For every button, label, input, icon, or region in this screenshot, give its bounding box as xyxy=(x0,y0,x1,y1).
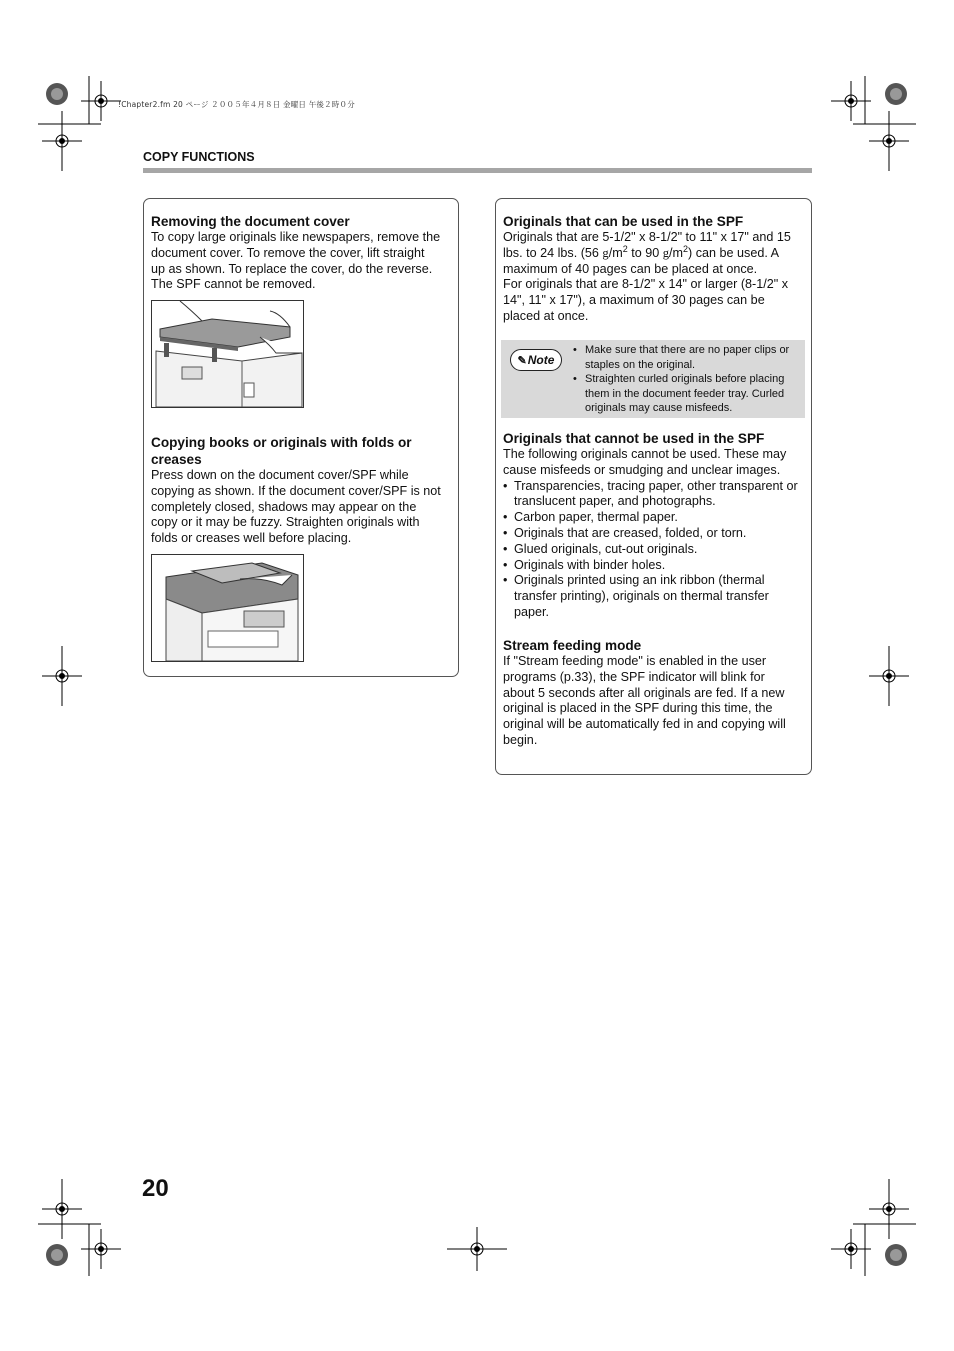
can-use-section xyxy=(503,213,808,325)
note-list xyxy=(573,343,803,416)
cannot-use-list xyxy=(503,479,811,621)
removing-cover-heading: Removing the document cover xyxy=(151,214,350,229)
list-item: • Glued originals, cut-out originals. xyxy=(503,542,811,558)
copying-books-heading: Copying books or originals with folds or creases xyxy=(151,435,412,467)
note-item: • Make sure that there are no paper clips or staples on the original. xyxy=(573,343,803,372)
copying-books-body: Press down on the document cover/SPF while copying as shown. If the document cover/SPF is not completely closed, shadows may appear on the copy or it may be fuzzy. Straighten originals with folds or creases well before placing. xyxy=(151,468,441,546)
cannot-use-section xyxy=(503,430,811,621)
remove-cover-illustration xyxy=(151,300,304,408)
stream-feeding-heading: Stream feeding mode xyxy=(503,638,642,653)
note-item: • Straighten curled originals before placing them in the document feeder tray. Curled originals may cause misfeeds. xyxy=(573,372,803,416)
stream-feeding-section xyxy=(503,637,808,749)
page-number: 20 xyxy=(142,1175,169,1202)
note-box xyxy=(501,340,805,418)
removing-cover-section xyxy=(151,213,453,293)
list-item: • Transparencies, tracing paper, other transparent or translucent paper, and photographs. xyxy=(503,479,811,511)
section-label: COPY FUNCTIONS xyxy=(143,150,255,164)
press-cover-illustration xyxy=(151,554,304,662)
list-item: • Carbon paper, thermal paper. xyxy=(503,510,811,526)
pencil-icon: ✎ xyxy=(517,354,527,367)
removing-cover-body: To copy large originals like newspapers, remove the document cover. To remove the cover, lift straight up as shown. To replace the cover, do the reverse. The SPF cannot be removed. xyxy=(151,230,441,292)
print-metadata: !Chapter2.fm 20 ページ ２００５年４月８日 金曜日 午後２時０分 xyxy=(118,100,355,109)
can-use-heading: Originals that can be used in the SPF xyxy=(503,214,744,229)
can-use-body: Originals that are 5-1/2" x 8-1/2" to 11" x 17" and 15 lbs. to 24 lbs. (56 $g/m^2$ to 90 $g/m^2$) can be used. A maximum of 40 pages can be placed at once. For originals that are 8-1/2" x 14" or larger (8-1/2" x 14", 11" x 17"), a maximum of 30 pages can be placed at once. xyxy=(503,230,791,323)
cannot-use-heading: Originals that cannot be used in the SPF xyxy=(503,431,765,446)
list-item: • Originals printed using an ink ribbon (thermal transfer printing), originals on thermal transfer paper. xyxy=(503,573,811,620)
copying-books-section xyxy=(151,434,453,547)
list-item: • Originals that are creased, folded, or torn. xyxy=(503,526,811,542)
stream-feeding-body: If "Stream feeding mode" is enabled in the user programs (p.33), the SPF indicator will blink for about 5 seconds after all originals are fed. If a new original is placed in the SPF during this time, the original will be automatically fed in and copying will begin. xyxy=(503,654,786,747)
header-rule xyxy=(143,168,812,173)
list-item: • Originals with binder holes. xyxy=(503,558,811,574)
note-badge: ✎ Note xyxy=(510,349,562,371)
cannot-use-intro: The following originals cannot be used. These may cause misfeeds or smudging and unclear images. xyxy=(503,447,787,477)
